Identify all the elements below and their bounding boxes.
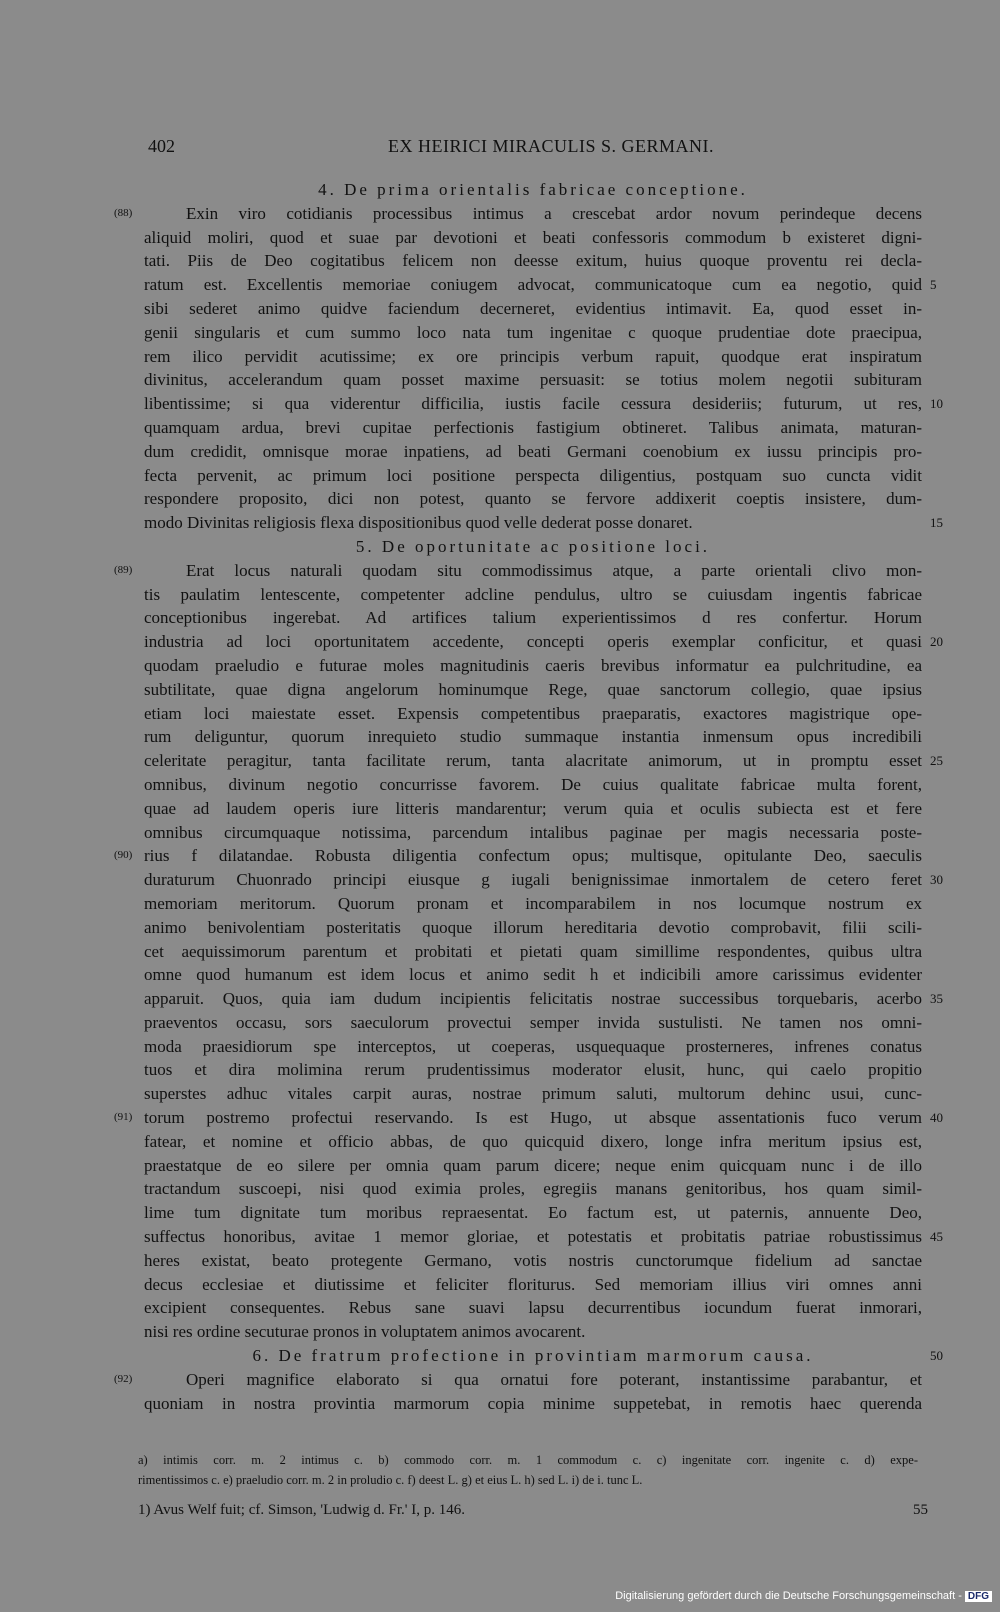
line-text: memoriam meritorum. Quorum pronam et incomparabilem in nos locumque nostrum ex (144, 893, 922, 913)
text-line (0, 773, 1000, 797)
line-text: Operi magnifice elaborato si qua ornatui fore poterant, instantissime parabantur, et (186, 1369, 922, 1389)
line-number: 50 (930, 1348, 943, 1364)
text-line (0, 868, 1000, 892)
line-text: tis paulatim lentescente, competenter adcline pendulus, ultro se cuiusdam ingentis fabricae (144, 584, 922, 604)
margin-chapter-number: (90) (114, 849, 133, 862)
text-line (0, 249, 1000, 273)
running-title: EX HEIRICI MIRACULIS S. GERMANI. (388, 136, 714, 156)
line-text: suffectus honoribus, avitae 1 memor gloriae, et potestatis et probitatis patriae robustissimus (144, 1227, 922, 1247)
line-number: 10 (930, 396, 943, 412)
line-text: aliquid moliri, quod et suae par devotioni et beati confessoris commodum b existeret digni- (144, 227, 922, 247)
line-number: 20 (930, 634, 943, 650)
line-text: duraturum Chuonrado principi eiusque g iugali benignissimae inmortalem de cetero feret (144, 870, 922, 890)
text-line (0, 821, 1000, 845)
text-line (0, 202, 1000, 226)
line-text: excipient consequentes. Rebus sane suavi lapsu decurrentibus iocundum fuerat inmorari, (144, 1298, 922, 1318)
line-text: fecta pervenit, ac primum loci positione perspecta diligentius, postquam suo cuncta vidit (144, 465, 922, 485)
line-number: 35 (930, 991, 943, 1007)
line-text: 6. De fratrum profectione in provintiam marmorum causa. (252, 1346, 814, 1366)
section-heading (0, 535, 1000, 559)
text-line (0, 1320, 1000, 1344)
line-text: animo benivolentiam posteritatis quoque illorum hereditaria devotio comprobavit, filii scili- (144, 917, 922, 937)
text-line (0, 1249, 1000, 1273)
page-header (148, 136, 714, 160)
line-text: celeritate peragitur, tanta facilitate rerum, tanta alacritate animorum, ut in promptu esset (144, 751, 922, 771)
line-text: apparuit. Quos, quia iam dudum incipientis felicitatis nostrae successibus torquebaris, acerbo (144, 989, 922, 1009)
text-line (0, 892, 1000, 916)
line-text: omne quod humanum est idem locus et animo sedit h et indicibili amore carissimus evidenter (144, 965, 922, 985)
signature-number: 55 (913, 1502, 928, 1518)
note-text: 1) Avus Welf fuit; cf. Simson, 'Ludwig d. Fr.' I, p. 146. (138, 1502, 465, 1518)
text-line (0, 1273, 1000, 1297)
line-text: praeventos occasu, sors saeculorum provectui semper invida sustulisti. Ne tamen nos omni- (144, 1012, 922, 1032)
text-line (0, 583, 1000, 607)
line-text: dum credidit, omnisque morae inpatiens, ad beati Germani coenobium ex iussu principis pro- (144, 441, 922, 461)
text-line (0, 392, 1000, 416)
text-line (0, 226, 1000, 250)
line-text: 5. De oportunitate ac positione loci. (355, 536, 711, 556)
line-number: 30 (930, 872, 943, 888)
text-line (0, 1225, 1000, 1249)
text-line (0, 1058, 1000, 1082)
line-text: omnibus circumquaque notissima, parcendum intalibus paginae per magis necessaria poste- (144, 822, 922, 842)
text-line (0, 940, 1000, 964)
text-line (0, 630, 1000, 654)
text-line (0, 1082, 1000, 1106)
page-number: 402 (148, 136, 175, 156)
line-text: divinitus, accelerandum quam posset maxime persuasit: se totius molem negotii subituram (144, 370, 922, 390)
text-line (0, 987, 1000, 1011)
line-text: rem ilico pervidit acutissime; ex ore principis verbum rapuit, quodque erat inspiratum (144, 346, 922, 366)
text-line (0, 511, 1000, 535)
line-number: 25 (930, 753, 943, 769)
line-text: Erat locus naturali quodam situ commodissimus atque, a parte orientali clivo mon- (186, 560, 922, 580)
line-text: praestatque de eo silere per omnia quam parum dicere; neque enim quicquam nunc i de illo (144, 1155, 922, 1175)
text-line (0, 1035, 1000, 1059)
text-line (0, 1106, 1000, 1130)
critical-apparatus (138, 1450, 918, 1490)
line-text: fatear, et nomine et officio abbas, de quo quicquid dixero, longe infra meritum ipsius est, (144, 1131, 922, 1151)
text-line (0, 559, 1000, 583)
text-line (0, 345, 1000, 369)
line-text: heres existat, beato protegente Germano, votis nostris cunctorumque fidelium ad sanctae (144, 1250, 922, 1270)
line-text: tati. Piis de Deo cogitatibus felicem non deesse exitum, huius quoque proventu rei decla- (144, 251, 922, 271)
line-text: torum postremo profectui reservando. Is est Hugo, ut absque assentationis fuco verum (144, 1108, 922, 1128)
text-line (0, 368, 1000, 392)
text-line (0, 464, 1000, 488)
section-heading (0, 1344, 1000, 1368)
footnote-line: rimentissimos c. e) praeludio corr. m. 2 in proludio c. f) deest L. g) et eius L. h) sed L. i) de i. tunc L. (138, 1473, 643, 1487)
text-line (0, 1201, 1000, 1225)
text-line (0, 273, 1000, 297)
line-text: 4. De prima orientalis fabricae conceptione. (318, 180, 748, 199)
text-line (0, 1130, 1000, 1154)
text-line (0, 749, 1000, 773)
text-line (0, 440, 1000, 464)
line-text: etiam loci maiestate esset. Expensis competentibus praeparatis, exactores magistrique ope- (144, 703, 922, 723)
text-line (0, 844, 1000, 868)
credit-text: Digitalisierung gefördert durch die Deutsche Forschungsgemeinschaft - (615, 1590, 962, 1602)
line-text: subtilitate, quae digna angelorum hominumque Rege, quae sanctorum collegio, quae ipsius (144, 679, 922, 699)
line-text: industria ad loci oportunitatem accedente, concepti operis exemplar conficitur, et quasi (144, 632, 922, 652)
text-line (0, 1392, 1000, 1416)
text-line (0, 678, 1000, 702)
line-text: quodam praeludio e futurae moles magnitudinis caeris brevibus informatur ea pulchritudine, ea (144, 655, 922, 675)
line-text: cet aequissimorum parentum et probitati et pietati quam simillime respondentes, quibus ultra (144, 941, 922, 961)
line-text: sibi sederet animo quidve faciendum decerneret, evidentius intimavit. Ea, quod esset in- (144, 298, 922, 318)
line-text: conceptionibus ingerebat. Ad artifices talium experientissimos d res confertur. Horum (144, 608, 922, 628)
line-number: 40 (930, 1110, 943, 1126)
line-text: moda praesidiorum spe interceptos, ut coeperas, usquequaque prosterneres, infrenes conatus (144, 1036, 922, 1056)
text-line (0, 1011, 1000, 1035)
margin-chapter-number: (88) (114, 206, 133, 219)
text-line (0, 654, 1000, 678)
text-line (0, 416, 1000, 440)
line-text: ratum est. Excellentis memoriae coniugem advocat, communicatoque cum ea negotio, quid (144, 275, 922, 295)
text-line (0, 1368, 1000, 1392)
line-text: quae ad laudem operis iure litteris mandarentur; verum quia et oculis subiecta est et fere (144, 798, 922, 818)
text-line (0, 321, 1000, 345)
line-text: genii singularis et cum summo loco nata tum ingenitae c quoque prudentiae dote praecipua, (144, 322, 922, 342)
text-line (0, 1296, 1000, 1320)
line-text: lime tum dignitate tum moribus repraesentat. Eo factum est, ut paternis, annuente Deo, (144, 1203, 922, 1223)
section-heading (0, 178, 1000, 202)
text-line (0, 297, 1000, 321)
text-line (0, 1154, 1000, 1178)
line-text: omnibus, divinum negotio concurrisse favorem. De cuius qualitate fabricae multa forent, (144, 774, 922, 794)
text-line (0, 702, 1000, 726)
line-text: rius f dilatandae. Robusta diligentia confectum opus; multisque, opitulante Deo, saeculis (144, 846, 922, 866)
text-line (0, 725, 1000, 749)
line-text: rum deliguntur, quorum inrequieto studio summaque instantia inmensum opus incredibili (144, 727, 922, 747)
line-text: modo Divinitas religiosis flexa dispositionibus quod velle dederat posse donaret. (144, 513, 693, 533)
digitization-credit (615, 1590, 992, 1602)
line-text: tractandum suscoepi, nisi quod eximia proles, egregiis manans genitoribus, hos quam simil- (144, 1179, 922, 1199)
line-text: quoniam in nostra provintia marmorum copia minime suppetebat, in remotis haec querenda (144, 1393, 922, 1413)
line-text: Exin viro cotidianis processibus intimus a crescebat ardor novum perindeque decens (186, 203, 922, 223)
line-number: 15 (930, 515, 943, 531)
line-text: nisi res ordine secuturae pronos in voluptatem animos avocarent. (144, 1322, 586, 1342)
main-text (0, 178, 1000, 1415)
line-number: 5 (930, 277, 937, 293)
text-line (0, 1177, 1000, 1201)
line-text: superstes adhuc vitales carpit auras, nostrae primum saluti, multorum dehinc usui, cunc- (144, 1084, 922, 1104)
text-line (0, 797, 1000, 821)
line-text: tuos et dira molimina rerum prudentissimus moderator elusit, hunc, qui caelo propitio (144, 1060, 922, 1080)
margin-chapter-number: (92) (114, 1372, 133, 1385)
text-line (0, 606, 1000, 630)
dfg-logo: DFG (965, 1591, 992, 1602)
margin-chapter-number: (91) (114, 1111, 133, 1124)
line-text: libentissime; si qua viderentur difficilia, iustis facile cessura desideriis; futurum, ut res, (144, 394, 922, 414)
text-line (0, 963, 1000, 987)
text-line (0, 487, 1000, 511)
margin-chapter-number: (89) (114, 563, 133, 576)
text-line (0, 916, 1000, 940)
line-text: decus ecclesiae et diutissime et feliciter floriturus. Sed memoriam illius viri omnes anni (144, 1274, 922, 1294)
line-text: respondere proposito, dici non potest, quanto se fervore addixerit coeptis insistere, dum- (144, 489, 922, 509)
line-number: 45 (930, 1229, 943, 1245)
line-text: quamquam ardua, brevi cupitae perfectionis fastigium obtineret. Talibus animata, maturan- (144, 417, 922, 437)
footnote-line: a) intimis corr. m. 2 intimus c. b) commodo corr. m. 1 commodum c. c) ingenitate corr. ingenite c. d) expe- (138, 1453, 918, 1467)
